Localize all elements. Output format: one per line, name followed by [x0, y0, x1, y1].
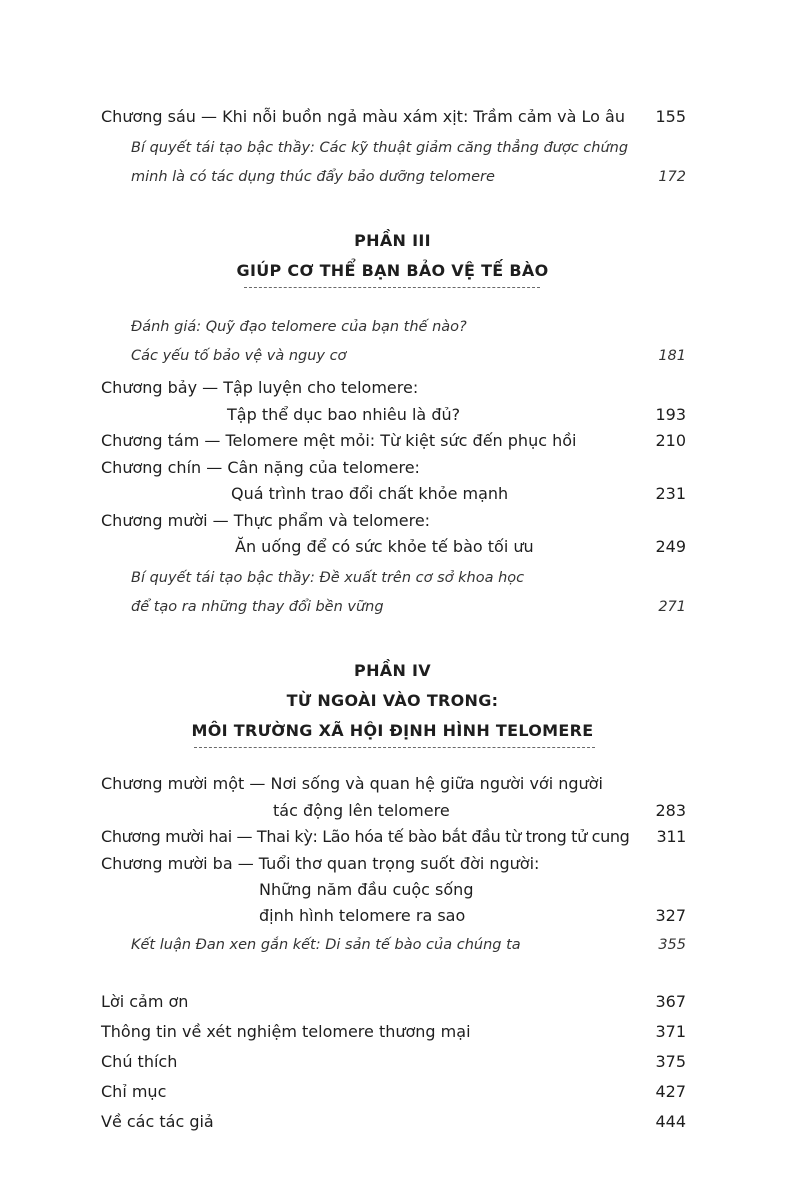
entry-title: Chương mười hai — Thai kỳ: Lão hóa tế bào bắt đầu từ trong tử cung	[101, 827, 630, 846]
entry-title: Đánh giá: Quỹ đạo telomere của bạn thế nào?	[131, 319, 467, 335]
toc-entry-chapter-12[interactable]	[101, 827, 686, 847]
entry-page: 311	[656, 827, 686, 846]
entry-page: 155	[655, 107, 686, 126]
entry-title: Chương chín — Cân nặng của telomere:	[101, 458, 420, 477]
entry-title: Chương sáu — Khi nỗi buồn ngả màu xám xịt: Trầm cảm và Lo âu	[101, 107, 625, 126]
entry-page: 172	[658, 169, 686, 185]
entry-page: 371	[655, 1022, 686, 1041]
entry-title: Kết luận Đan xen gắn kết: Di sản tế bào của chúng ta	[131, 937, 521, 953]
toc-entry-notes[interactable]	[101, 1052, 686, 1072]
entry-title: Quá trình trao đổi chất khỏe mạnh	[231, 484, 509, 503]
entry-title: Chương bảy — Tập luyện cho telomere:	[101, 378, 419, 397]
entry-title: Lời cảm ơn	[101, 992, 189, 1011]
toc-entry-chapter-13-line-1[interactable]	[101, 854, 686, 874]
entry-title: Chương mười một — Nơi sống và quan hệ giữa người với người	[101, 774, 603, 793]
part-3-title: GIÚP CƠ THỂ BẠN BẢO VỆ TẾ BÀO	[236, 261, 549, 280]
entry-page: 181	[658, 348, 686, 364]
toc-entry-chapter-10-line-1[interactable]	[101, 511, 686, 531]
toc-entry-chapter-6[interactable]	[101, 107, 686, 127]
toc-entry-chapter-9-line-1[interactable]	[101, 458, 686, 478]
entry-title: Chương mười — Thực phẩm và telomere:	[101, 511, 431, 530]
toc-entry-commercial-testing[interactable]	[101, 1022, 686, 1042]
entry-page: 210	[655, 431, 686, 450]
entry-page: 249	[655, 537, 686, 556]
entry-page: 283	[655, 801, 686, 820]
entry-title: Thông tin về xét nghiệm telomere thương mại	[101, 1022, 471, 1041]
entry-page: 444	[655, 1112, 686, 1131]
part-4-label: PHẦN IV	[354, 661, 431, 680]
entry-title: Chương tám — Telomere mệt mỏi: Từ kiệt sức đến phục hồi	[101, 431, 577, 450]
entry-title: định hình telomere ra sao	[259, 906, 466, 925]
toc-entry-acknowledgments[interactable]	[101, 992, 686, 1012]
part-3-divider	[244, 287, 540, 288]
part-4-divider	[194, 747, 595, 748]
entry-page: 193	[655, 405, 686, 424]
entry-title: để tạo ra những thay đổi bền vững	[131, 599, 384, 615]
toc-entry-chapter-7-line-1[interactable]	[101, 378, 686, 398]
entry-title: minh là có tác dụng thúc đẩy bảo dưỡng telomere	[131, 169, 495, 185]
entry-page: 355	[658, 937, 686, 953]
entry-title: Bí quyết tái tạo bậc thầy: Đề xuất trên cơ sở khoa học	[131, 570, 525, 586]
entry-page: 231	[655, 484, 686, 503]
entry-page: 375	[655, 1052, 686, 1071]
part-4-title-line-2: MÔI TRƯỜNG XÃ HỘI ĐỊNH HÌNH TELOMERE	[191, 721, 594, 740]
entry-title: Chương mười ba — Tuổi thơ quan trọng suốt đời người:	[101, 854, 540, 873]
entry-title: Chỉ mục	[101, 1082, 167, 1101]
entry-page: 271	[658, 599, 686, 615]
toc-entry-about-authors[interactable]	[101, 1112, 686, 1132]
entry-title: Ăn uống để có sức khỏe tế bào tối ưu	[235, 537, 534, 556]
entry-page: 327	[655, 906, 686, 925]
entry-title: Chú thích	[101, 1052, 178, 1071]
entry-page: 427	[655, 1082, 686, 1101]
entry-title: Tập thể dục bao nhiêu là đủ?	[227, 405, 461, 424]
toc-entry-chapter-11-line-1[interactable]	[101, 774, 686, 794]
entry-page: 367	[655, 992, 686, 1011]
part-4-title-line-1: TỪ NGOÀI VÀO TRONG:	[286, 691, 499, 710]
entry-title: Các yếu tố bảo vệ và nguy cơ	[131, 348, 347, 364]
entry-title: Những năm đầu cuộc sống	[259, 880, 474, 899]
entry-title: Về các tác giả	[101, 1112, 214, 1131]
toc-entry-index[interactable]	[101, 1082, 686, 1102]
entry-title: tác động lên telomere	[273, 801, 450, 820]
part-3-label: PHẦN III	[354, 231, 431, 250]
toc-entry-chapter-8[interactable]	[101, 431, 686, 451]
entry-title: Bí quyết tái tạo bậc thầy: Các kỹ thuật giảm căng thẳng được chứng	[131, 140, 629, 156]
